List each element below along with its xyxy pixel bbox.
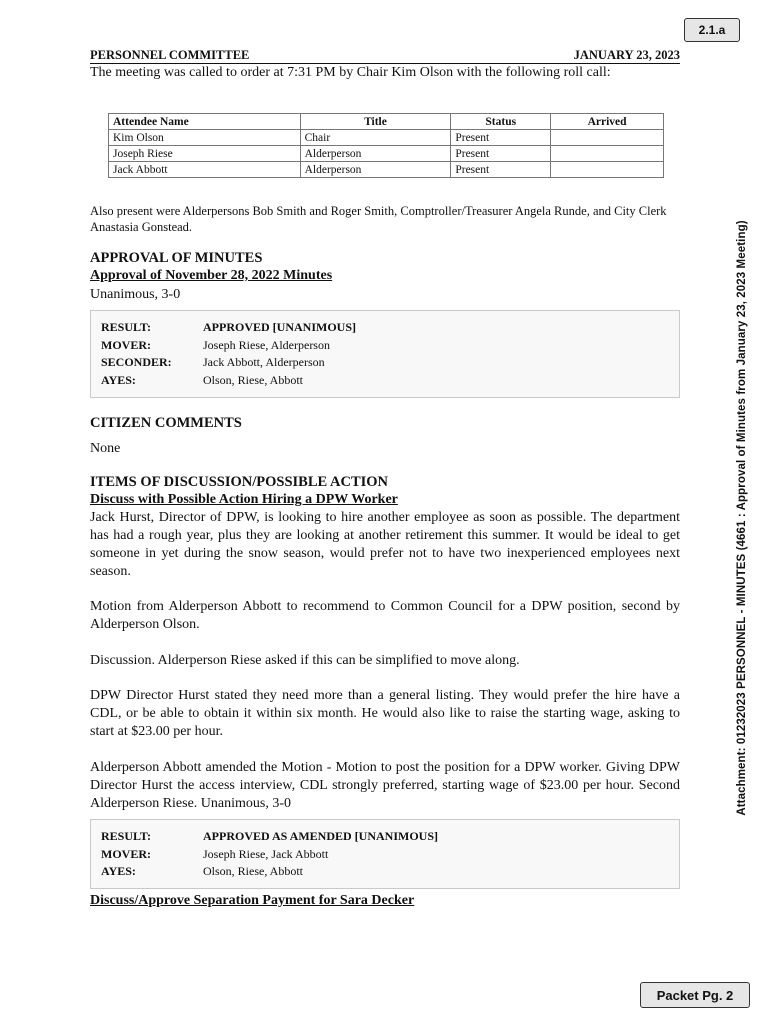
column-header: Attendee Name bbox=[109, 114, 301, 130]
column-header: Arrived bbox=[551, 114, 664, 130]
result-value: Jack Abbott, Alderperson bbox=[203, 355, 325, 369]
result-row bbox=[101, 372, 669, 390]
result-row bbox=[101, 863, 669, 881]
table-cell: Joseph Riese bbox=[109, 146, 301, 162]
table-cell: Kim Olson bbox=[109, 130, 301, 146]
result-row bbox=[101, 846, 669, 864]
result-value: Joseph Riese, Jack Abbott bbox=[203, 846, 329, 861]
discussion-heading: ITEMS OF DISCUSSION/POSSIBLE ACTION bbox=[90, 474, 389, 490]
result-key: MOVER: bbox=[101, 337, 151, 352]
result-value: APPROVED AS AMENDED [UNANIMOUS] bbox=[203, 829, 439, 843]
result-value: APPROVED [UNANIMOUS] bbox=[203, 320, 356, 334]
result-row bbox=[101, 828, 669, 846]
citizen-comments-heading: CITIZEN COMMENTS bbox=[90, 415, 242, 431]
table-cell: Alderperson bbox=[300, 146, 451, 162]
result-row bbox=[101, 337, 669, 355]
separation-subheading: Discuss/Approve Separation Payment for Sara Decker bbox=[90, 893, 415, 908]
result-key: AYES: bbox=[101, 864, 136, 878]
citizen-comments-text: None bbox=[90, 441, 121, 456]
table-cell: Present bbox=[451, 146, 551, 162]
table-cell bbox=[551, 130, 664, 146]
discussion-subheading: Discuss with Possible Action Hiring a DPW Worker bbox=[90, 492, 398, 507]
result-row bbox=[101, 319, 669, 337]
approval-subheading: Approval of November 28, 2022 Minutes bbox=[90, 268, 333, 283]
roll-call-table bbox=[108, 113, 664, 178]
committee-name: PERSONNEL COMMITTEE bbox=[90, 48, 250, 62]
table-cell: Present bbox=[451, 162, 551, 178]
result-key: AYES: bbox=[101, 372, 136, 387]
table-cell: Present bbox=[451, 130, 551, 146]
column-header: Title bbox=[300, 114, 451, 130]
result-key: SECONDER: bbox=[101, 355, 172, 369]
discussion-paragraph: DPW Director Hurst stated they need more than a general listing. They would prefer the hire have a CDL, or be able to obtain it within six month. He would also like to raise the starting wage, asking to start at $23.00 per hour. bbox=[90, 688, 680, 739]
column-header: Status bbox=[451, 114, 551, 130]
table-cell bbox=[551, 146, 664, 162]
approval-heading: APPROVAL OF MINUTES bbox=[90, 250, 263, 266]
discussion-result-box bbox=[90, 819, 680, 889]
table-cell bbox=[551, 162, 664, 178]
meeting-date: JANUARY 23, 2023 bbox=[573, 48, 680, 62]
page-tag: 2.1.a bbox=[684, 18, 740, 42]
approval-vote: Unanimous, 3-0 bbox=[90, 287, 181, 302]
approval-result-box bbox=[90, 310, 680, 398]
discussion-paragraph: Jack Hurst, Director of DPW, is looking to hire another employee as soon as possible. The department has had a rough year, plus they are looking at another retirement this summer. It would be ideal to get someone in yet during the snow season, would prefer not to have two inexperienced employees next season. bbox=[90, 510, 680, 579]
table-cell: Chair bbox=[300, 130, 451, 146]
table-row bbox=[109, 130, 664, 146]
table-cell: Jack Abbott bbox=[109, 162, 301, 178]
result-row bbox=[101, 354, 669, 372]
table-row bbox=[109, 162, 664, 178]
result-key: MOVER: bbox=[101, 846, 151, 861]
result-key: RESULT: bbox=[101, 320, 152, 334]
packet-page-badge: Packet Pg. 2 bbox=[640, 982, 750, 1008]
attachment-side-note: Attachment: 01232023 PERSONNEL - MINUTES (4661 : Approval of Minutes from January 23, 2023 Meeting) bbox=[736, 220, 748, 816]
also-present-text: Also present were Alderpersons Bob Smith and Roger Smith, Comptroller/Treasurer Angela Runde, and City Clerk Anastasia Gonstead. bbox=[90, 204, 667, 234]
result-value: Joseph Riese, Alderperson bbox=[203, 337, 330, 352]
table-header-row bbox=[109, 114, 664, 130]
table-row bbox=[109, 146, 664, 162]
discussion-paragraph: Motion from Alderperson Abbott to recommend to Common Council for a DPW position, second by Alderperson Olson. bbox=[90, 599, 680, 632]
call-to-order-text: The meeting was called to order at 7:31 PM by Chair Kim Olson with the following roll call: bbox=[90, 65, 611, 80]
result-key: RESULT: bbox=[101, 829, 152, 843]
result-value: Olson, Riese, Abbott bbox=[203, 372, 304, 387]
result-value: Olson, Riese, Abbott bbox=[203, 864, 304, 878]
discussion-paragraph: Alderperson Abbott amended the Motion - Motion to post the position for a DPW worker. Giving DPW Director Hurst the access interview, CDL strongly preferred, starting wage of $23.00 per hour. Second Alderperson Riese. Unanimous, 3-0 bbox=[90, 760, 680, 811]
document-header bbox=[90, 48, 680, 64]
discussion-paragraph: Discussion. Alderperson Riese asked if this can be simplified to move along. bbox=[90, 653, 520, 668]
table-cell: Alderperson bbox=[300, 162, 451, 178]
